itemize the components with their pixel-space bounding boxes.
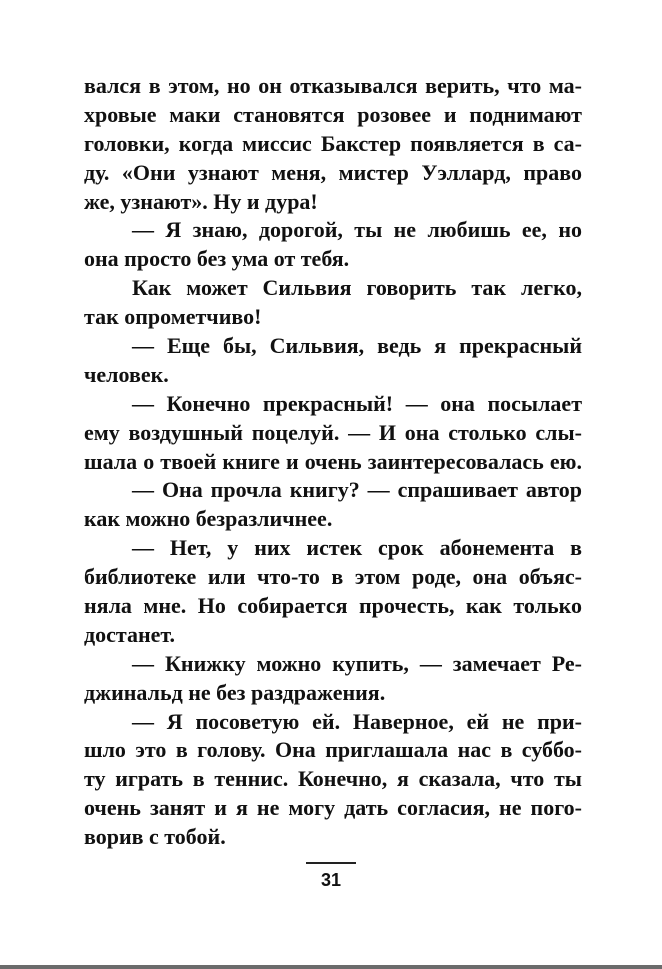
text-line: — Книжку можно купить, — замечает Ре- bbox=[132, 650, 582, 676]
text-line: — Еще бы, Сильвия, ведь я прекрасный bbox=[132, 333, 582, 359]
text-line: головки, когда миссис Бакстер появляется в са- bbox=[84, 130, 582, 156]
text-line: джинальд не без раздражения. bbox=[84, 679, 386, 705]
text-line: Как может Сильвия говорить так легко, bbox=[132, 275, 582, 301]
text-line: же, узнают». Ну и дура! bbox=[84, 188, 318, 214]
text-line: — Я знаю, дорогой, ты не любишь ее, но bbox=[132, 217, 582, 243]
text-line: человек. bbox=[84, 361, 169, 387]
page-body-text bbox=[84, 72, 582, 852]
page-number-rule bbox=[306, 862, 356, 864]
text-line: хровые маки становятся розовее и поднимают bbox=[84, 101, 582, 127]
text-line: ду. «Они узнают меня, мистер Уэллард, право bbox=[84, 159, 582, 185]
text-line: ему воздушный поцелуй. — И она столько слы- bbox=[84, 419, 582, 445]
text-line: няла мне. Но собирается прочесть, как только bbox=[84, 593, 582, 619]
page-number: 31 bbox=[320, 870, 342, 890]
text-line: — Она прочла книгу? — спрашивает автор bbox=[132, 477, 582, 503]
text-line: ту играть в теннис. Конечно, я сказала, что ты bbox=[84, 766, 582, 792]
text-line: она просто без ума от тебя. bbox=[84, 246, 350, 272]
text-line: — Нет, у них истек срок абонемента в bbox=[132, 535, 582, 561]
text-line: шала о твоей книге и очень заинтересовалась ею. bbox=[84, 448, 582, 474]
text-line: так опрометчиво! bbox=[84, 304, 262, 330]
text-line: ворив с тобой. bbox=[84, 824, 226, 850]
text-line: достанет. bbox=[84, 621, 176, 647]
text-line: очень занят и я не могу дать согласия, не пого- bbox=[84, 795, 582, 821]
text-line: как можно безразличнее. bbox=[84, 506, 333, 532]
text-line: шло это в голову. Она приглашала нас в суббо- bbox=[84, 737, 582, 763]
text-line: вался в этом, но он отказывался верить, что ма- bbox=[84, 73, 582, 98]
text-line: библиотеке или что-то в этом роде, она объяс- bbox=[84, 564, 582, 590]
text-line: — Конечно прекрасный! — она посылает bbox=[132, 390, 582, 416]
text-line: — Я посоветую ей. Наверное, ей не при- bbox=[132, 708, 582, 734]
scan-bottom-edge bbox=[0, 965, 662, 969]
